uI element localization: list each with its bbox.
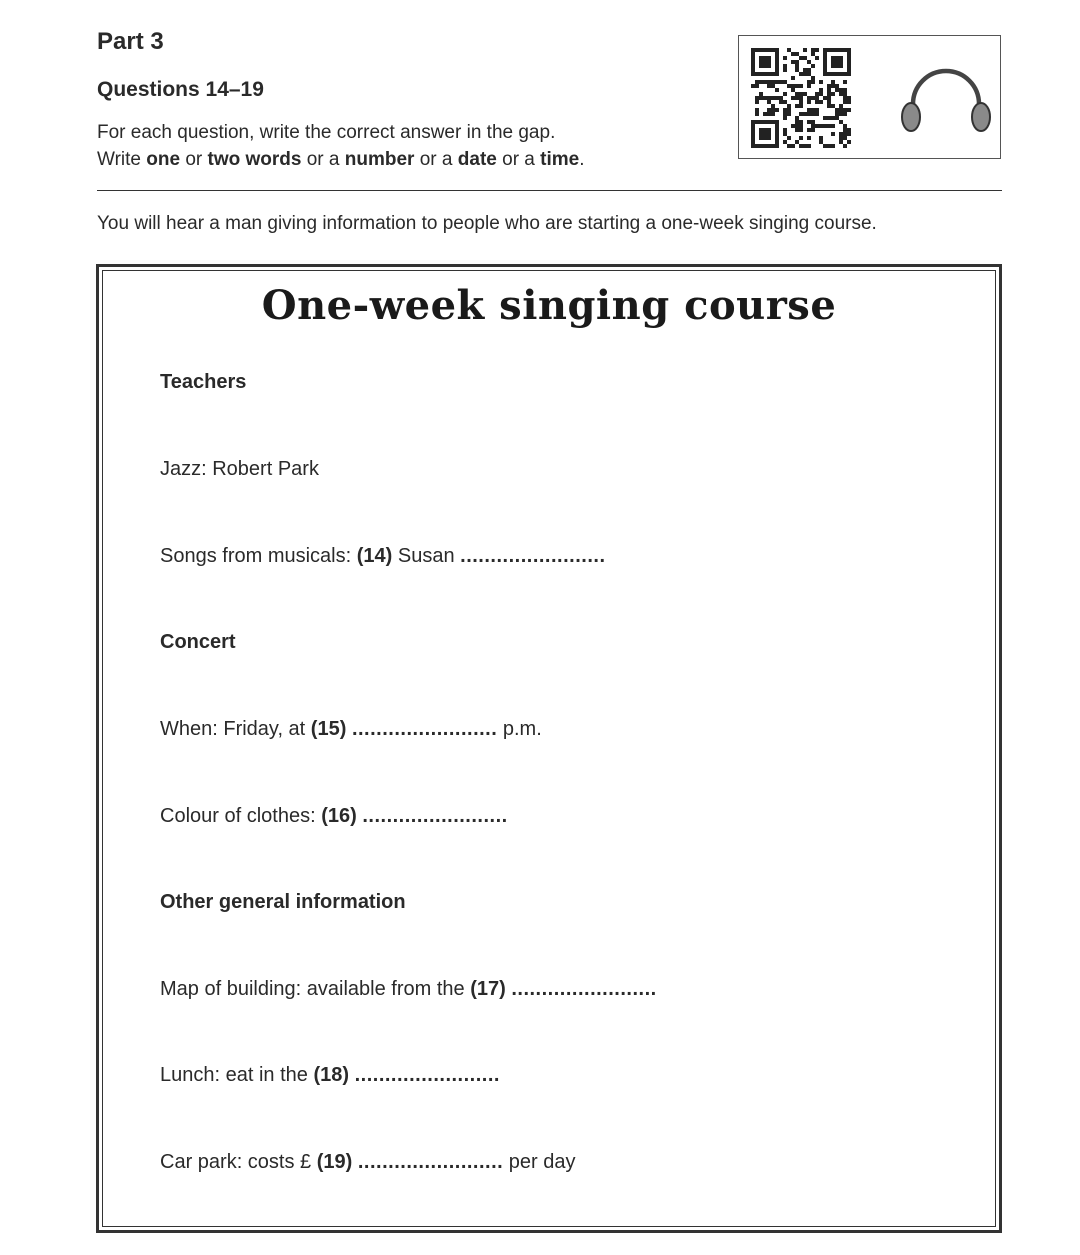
questions-title: Questions 14–19: [97, 78, 264, 101]
answer-gap-18[interactable]: ........................: [354, 1064, 500, 1086]
answer-gap-15[interactable]: ........................: [351, 718, 498, 740]
question-16: Colour of clothes: (16) ........................: [160, 805, 508, 827]
instruction-line-2: Write one or two words or a number or a date or a time.: [97, 149, 585, 170]
answer-gap-19[interactable]: ........................: [357, 1151, 504, 1173]
part-title: Part 3: [97, 28, 164, 55]
qr-code-icon[interactable]: [751, 48, 851, 148]
form-frame: [96, 264, 1002, 1233]
question-17: Map of building: available from the (17) ........................: [160, 978, 657, 1000]
answer-gap-16[interactable]: ........................: [362, 805, 508, 827]
answer-gap-17[interactable]: ........................: [511, 978, 657, 1000]
question-18: Lunch: eat in the (18) ........................: [160, 1064, 500, 1086]
concert-heading: Concert: [160, 631, 236, 653]
question-14: Songs from musicals: (14) Susan ........................: [160, 545, 606, 567]
headphones-icon: [899, 62, 993, 138]
intro-text: You will hear a man giving information to people who are starting a one-week singing course.: [97, 213, 877, 234]
jazz-teacher: Jazz: Robert Park: [160, 458, 319, 480]
form-title: One-week singing course: [261, 282, 837, 329]
question-15: When: Friday, at (15) ........................ p.m.: [160, 718, 542, 740]
divider: [97, 190, 1002, 191]
other-info-heading: Other general information: [160, 891, 406, 913]
audio-box: [738, 35, 1001, 159]
answer-gap-14[interactable]: ........................: [460, 545, 606, 567]
question-19: Car park: costs £ (19) ........................ per day: [160, 1151, 576, 1173]
teachers-heading: Teachers: [160, 371, 247, 393]
instruction-line-1: For each question, write the correct answer in the gap.: [97, 122, 556, 143]
